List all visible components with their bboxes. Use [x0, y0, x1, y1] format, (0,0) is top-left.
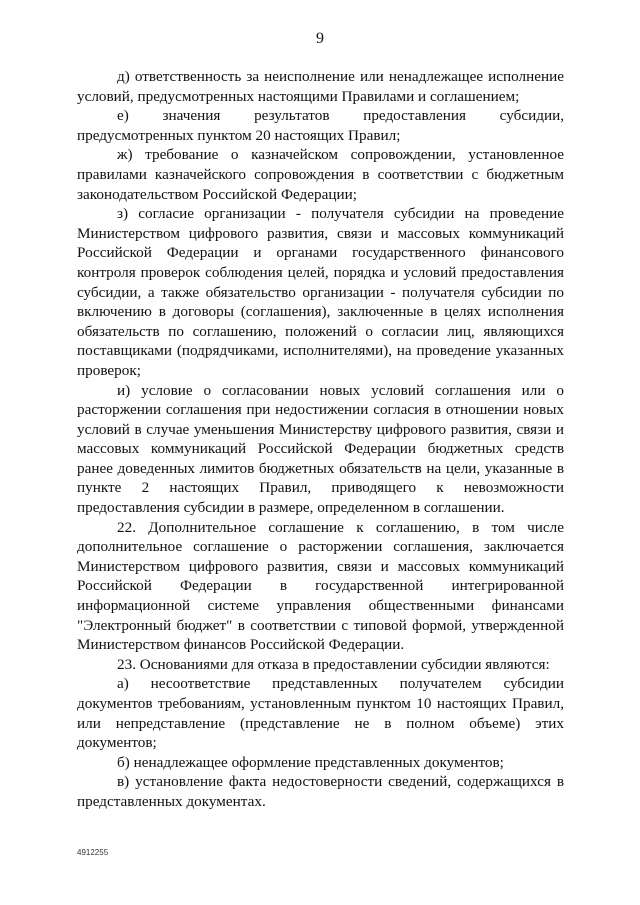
- paragraph-item-e: е) значения результатов предоставления субсидии, предусмотренных пунктом 20 настоящих Правил;: [77, 107, 564, 144]
- paragraph-item-v: в) установление факта недостоверности сведений, содержащихся в представленных документах.: [77, 773, 564, 810]
- document-body: [77, 67, 564, 812]
- paragraph-item-a: а) несоответствие представленных получателем субсидии документов требованиям, установленным пунктом 10 настоящих Правил, или непредставление (представление не в полном объеме) этих документов;: [77, 675, 564, 752]
- page-number: 9: [316, 30, 324, 47]
- paragraph-item-b: б) ненадлежащее оформление представленных документов;: [117, 753, 504, 771]
- paragraph-item-zh: ж) требование о казначейском сопровождении, установленное правилами казначейского сопровождения в соответствии с бюджетным законодательством Российской Федерации;: [77, 146, 564, 203]
- paragraph-item-i: и) условие о согласовании новых условий соглашения или о расторжении соглашения при недостижении согласия в отношении новых условий в случае уменьшения Министерству цифрового развития, связи и массовых коммуникаций Российской Федерации бюджетных средств ранее доведенных лимитов бюджетных обязательств на цели, указанные в пункте 2 настоящих Правил, приводящего к невозможности предоставления субсидии в размере, определенном в соглашении.: [77, 381, 564, 517]
- paragraph-clause-22: 22. Дополнительное соглашение к соглашению, в том числе дополнительное соглашение о расторжении соглашения, заключается Министерством цифрового развития, связи и массовых коммуникаций Российской Федерации в государственной интегрированной информационной системе управления общественными финансами "Электронный бюджет" в соответствии с типовой формой, утвержденной Министерством финансов Российской Федерации.: [77, 518, 564, 654]
- paragraph-item-d: д) ответственность за неисполнение или ненадлежащее исполнение условий, предусмотренных настоящими Правилами и соглашением;: [77, 68, 564, 105]
- paragraph-item-z: з) согласие организации - получателя субсидии на проведение Министерством цифрового развития, связи и массовых коммуникаций Российской Федерации и органами государственного финансового контроля проверок соблюдения целей, порядка и условий предоставления субсидии, а также обязательство организации - получателя субсидии по включению в договоры (соглашения), заключенные в целях исполнения обязательств по соглашению, положений о согласии лиц, являющихся поставщиками (подрядчиками, исполнителями), на проведение указанных проверок;: [77, 205, 564, 379]
- paragraph-clause-23: 23. Основаниями для отказа в предоставлении субсидии являются:: [117, 655, 550, 673]
- document-code: 4912255: [77, 848, 109, 857]
